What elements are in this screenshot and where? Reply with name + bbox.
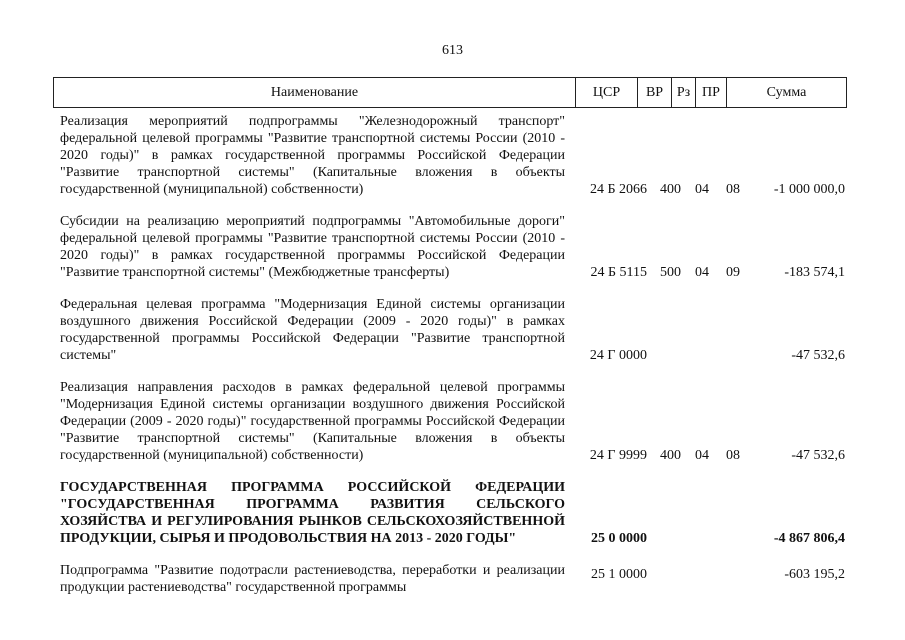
table-row [60, 379, 847, 464]
row-name: ГОСУДАРСТВЕННАЯ ПРОГРАММА РОССИЙСКОЙ ФЕДЕРАЦИИ "ГОСУДАРСТВЕННАЯ ПРОГРАММА РАЗВИТИЯ СЕЛЬСКОГО ХОЗЯЙСТВА И РЕГУЛИРОВАНИЯ РЫНКОВ СЕЛЬСКОХОЗЯЙСТВЕННОЙ ПРОДУКЦИИ, СЫРЬЯ И ПРОДОВОЛЬСТВИЯ НА 2013 - 2020 ГОДЫ" [60, 480, 565, 546]
header-csr: ЦСР [576, 78, 638, 107]
row-csr: 24 Б 5115 [590, 265, 647, 280]
header-rz: Рз [672, 78, 696, 107]
row-csr: 24 Г 0000 [589, 348, 647, 363]
row-name: Субсидии на реализацию мероприятий подпрограммы "Автомобильные дороги" федеральной целевой программы "Развитие транспортной системы России (2010 - 2020 годы)" в рамках государственной программы Российской Федерации "Развитие транспортной системы" (Межбюджетные трансферты) [60, 214, 565, 280]
row-csr: 25 0 0000 [591, 531, 647, 546]
table-row [60, 113, 847, 198]
row-rz: 04 [695, 182, 709, 197]
row-vr: 500 [660, 265, 681, 280]
row-sum: -603 195,2 [784, 567, 845, 582]
row-vr: 400 [660, 182, 681, 197]
header-pr: ПР [696, 78, 727, 107]
row-name: Реализация мероприятий подпрограммы "Железнодорожный транспорт" федеральной целевой программы "Развитие транспортной системы России (2010 - 2020 годы)" в рамках государственной программы Российской Федерации "Развитие транспортной системы" (Капитальные вложения в объекты государственной (муниципальной) собственности) [60, 114, 565, 197]
row-sum: -4 867 806,4 [773, 531, 845, 546]
header-vr: ВР [638, 78, 672, 107]
row-sum: -1 000 000,0 [773, 182, 845, 197]
row-name: Федеральная целевая программа "Модернизация Единой системы организации воздушного движения Российской Федерации (2009 - 2020 годы)" в рамках государственной программы Российской Федерации "Развитие транспортной системы" [60, 297, 565, 363]
header-name: Наименование [54, 78, 576, 107]
row-sum: -47 532,6 [791, 348, 845, 363]
table-header [53, 77, 847, 108]
row-rz: 04 [695, 265, 709, 280]
row-pr: 08 [726, 448, 740, 463]
table-row [60, 562, 847, 596]
row-csr: 24 Б 2066 [589, 182, 647, 197]
row-csr: 25 1 0000 [591, 567, 647, 582]
row-sum: -47 532,6 [791, 448, 845, 463]
row-name: Реализация направления расходов в рамках федеральной целевой программы "Модернизация Единой системы организации воздушного движения Российской Федерации (2009 - 2020 годы)" государственной программы Российской Федерации "Развитие транспортной системы" (Капитальные вложения в объекты государственной (муниципальной) собственности) [60, 380, 565, 463]
row-csr: 24 Г 9999 [589, 448, 647, 463]
page-number: 613 [442, 43, 463, 58]
row-sum: -183 574,1 [784, 265, 845, 280]
row-name: Подпрограмма "Развитие подотрасли растениеводства, переработки и реализации продукции растениеводства" государственной программы [60, 563, 565, 595]
table-row [60, 213, 847, 281]
table-body [60, 113, 847, 611]
table-row [60, 479, 847, 547]
table-row [60, 296, 847, 364]
row-pr: 09 [726, 265, 740, 280]
header-sum: Сумма [766, 84, 807, 100]
row-rz: 04 [695, 448, 709, 463]
row-vr: 400 [660, 448, 681, 463]
row-pr: 08 [726, 182, 740, 197]
